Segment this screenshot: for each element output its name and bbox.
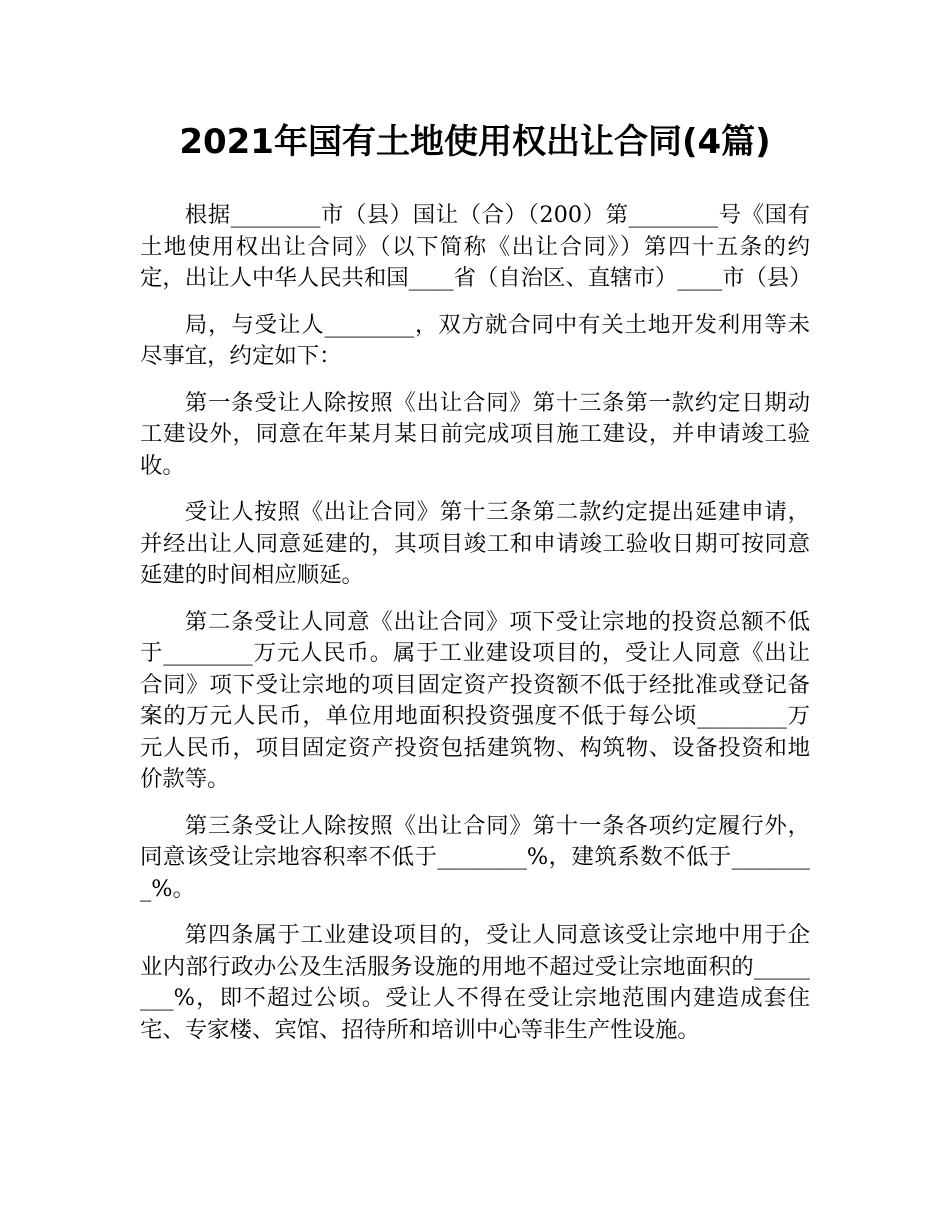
document-title: 2021年国有土地使用权出让合同(4篇) [179, 122, 771, 162]
paragraph-article-4: 第四条属于工业建设项目的，受让人同意该受让宗地中用于企业内部行政办公及生活服务设施的用地不超过受让宗地面积的________%，即不超过公顷。受让人不得在受让宗地范围内建造成套住宅、专家楼、宾馆、招待所和培训中心等非生产性设施。 [140, 922, 810, 1043]
paragraph-article-3: 第三条受让人除按照《出让合同》第十一条各项约定履行外，同意该受让宗地容积率不低于________%，建筑系数不低于________%。 [140, 812, 810, 902]
paragraph-parties: 局，与受让人________，双方就合同中有关土地开发利用等未尽事宜，约定如下： [140, 311, 810, 369]
paragraph-article-1-extension: 受让人按照《出让合同》第十三条第二款约定提出延建申请，并经出让人同意延建的，其项目竣工和申请竣工验收日期可按同意延建的时间相应顺延。 [140, 499, 810, 588]
paragraph-article-1: 第一条受让人除按照《出让合同》第十三条第一款约定日期动工建设外，同意在年某月某日前完成项目施工建设，并申请竣工验收。 [140, 389, 810, 479]
document-body [140, 200, 810, 1061]
paragraph-preamble: 根据________市（县）国让（合）（200）第________号《国有土地使用权出让合同》（以下简称《出让合同》）第四十五条的约定，出让人中华人民共和国____省（自治区、直辖市）____市（县） [140, 202, 812, 291]
paragraph-article-2: 第二条受让人同意《出让合同》项下受让宗地的投资总额不低于________万元人民币。属于工业建设项目的，受让人同意《出让合同》项下受让宗地的项目固定资产投资额不低于经批准或登记备案的万元人民币，单位用地面积投资强度不低于每公顷________万元人民币，项目固定资产投资包括建筑物、构筑物、设备投资和地价款等。 [140, 608, 810, 792]
